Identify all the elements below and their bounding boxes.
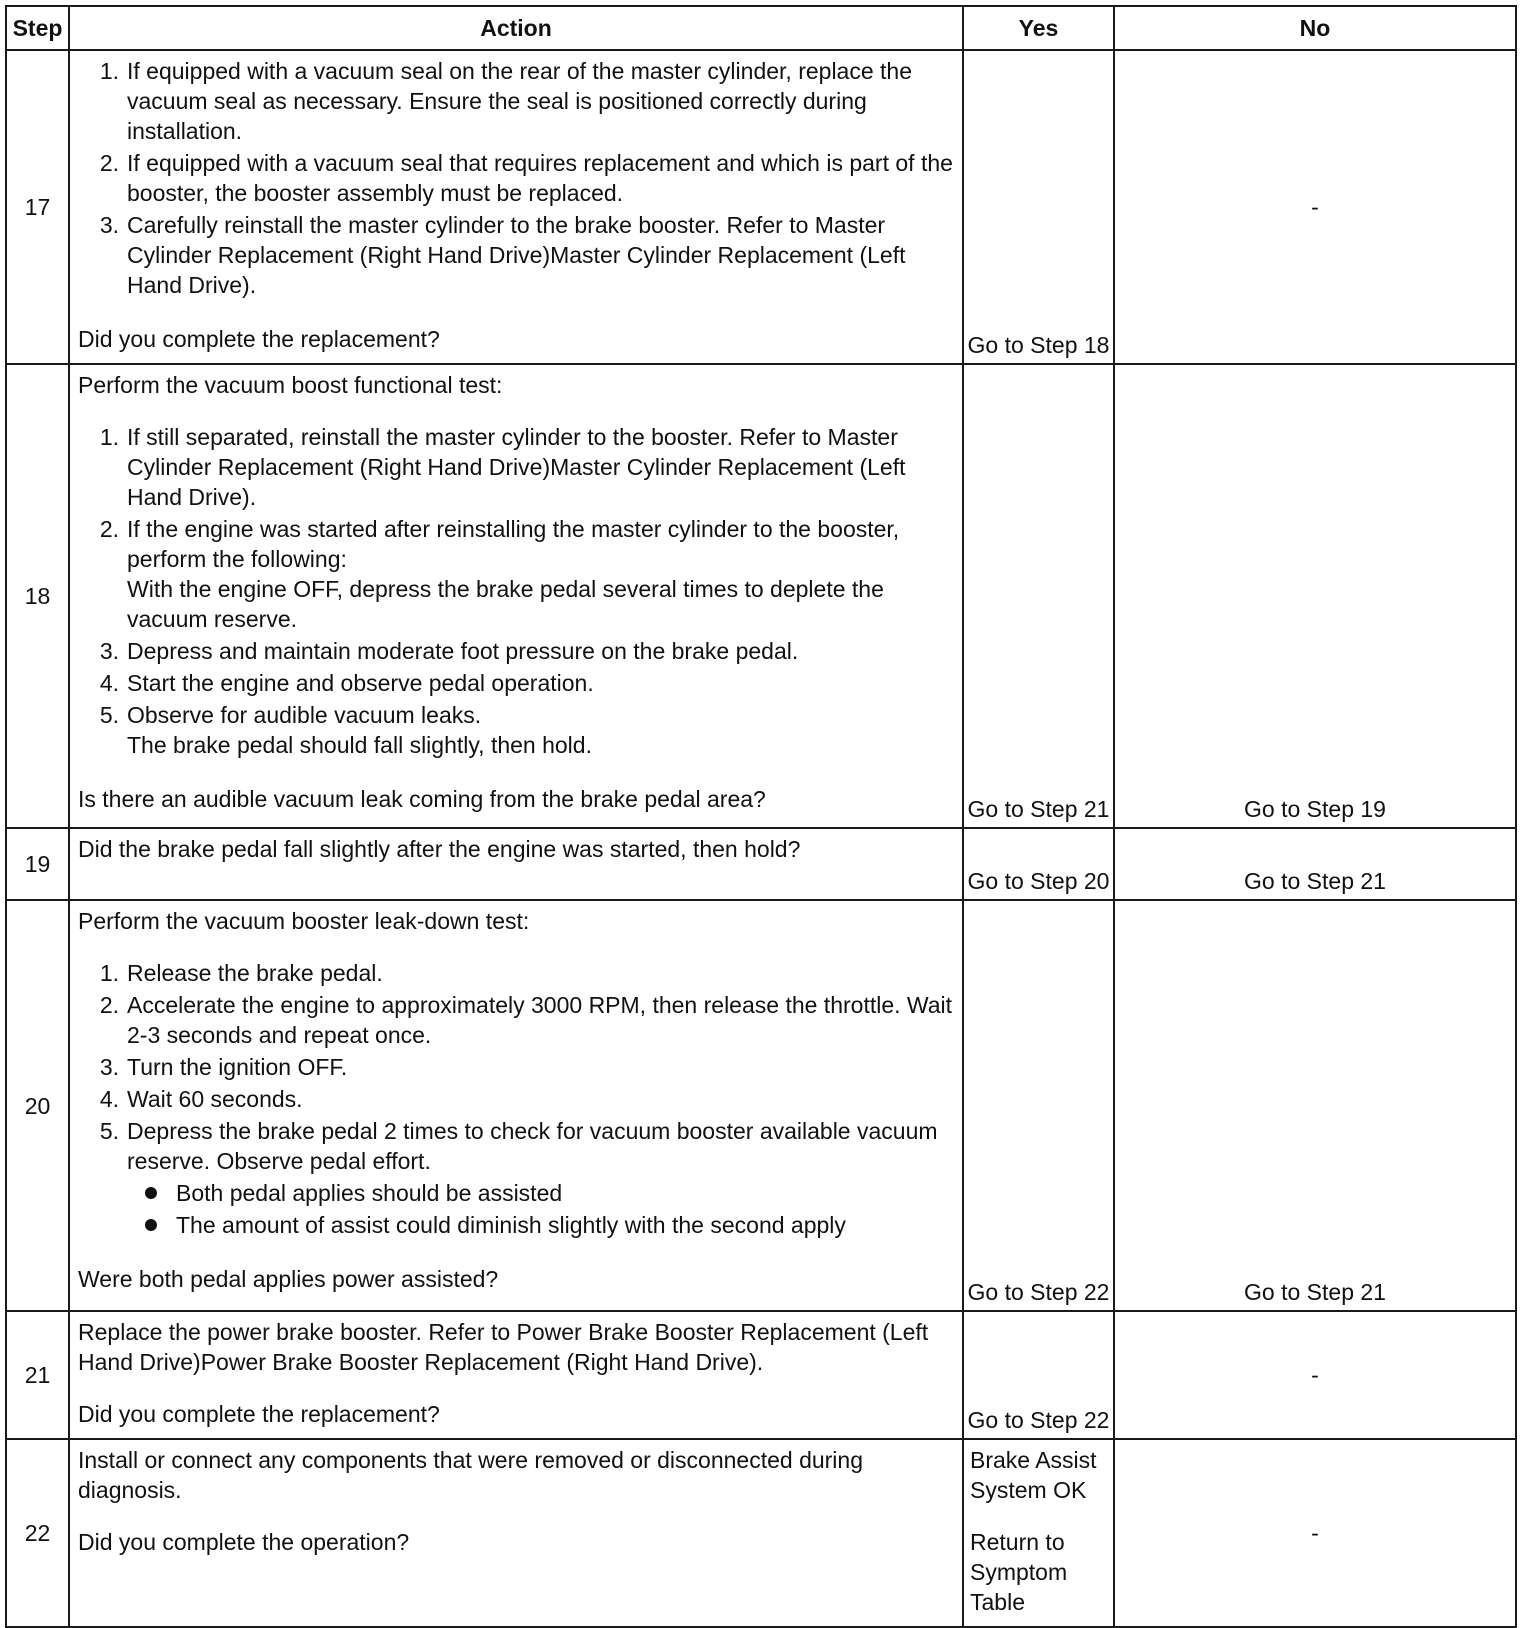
list-item: 1. If still separated, reinstall the master cylinder to the booster. Refer to Master Cylinder Replacement (Right Hand Drive)Master Cylinder Replacement (Left Hand Drive).: [99, 424, 906, 510]
table-row-step-20: [6, 900, 1516, 1311]
header-yes: Yes: [963, 6, 1114, 50]
question-text: Did you complete the replacement?: [78, 1401, 440, 1427]
list-item: 3. Depress and maintain moderate foot pressure on the brake pedal.: [99, 638, 799, 664]
question-text: Did you complete the operation?: [78, 1529, 410, 1555]
step-number: 21: [6, 1311, 69, 1439]
step-number: 19: [6, 828, 69, 900]
list-item: 4. Start the engine and observe pedal operation.: [99, 670, 594, 696]
intro-text: Perform the vacuum boost functional test:: [78, 372, 503, 398]
intro-text: Perform the vacuum booster leak-down test:: [78, 908, 530, 934]
no-cell: Go to Step 21: [1114, 900, 1516, 1311]
list-item: 1. Release the brake pedal.: [99, 960, 383, 986]
bullet-item: The amount of assist could diminish slightly with the second apply: [176, 1210, 956, 1240]
list-item: 3. Turn the ignition OFF.: [99, 1054, 348, 1080]
list-item: 2. If the engine was started after reinstalling the master cylinder to the booster, perform the following: With the engine OFF, depress the brake pedal several times to deplete the vacuum reserve.: [127, 514, 956, 634]
list-item: 5. Depress the brake pedal 2 times to check for vacuum booster available vacuum reserve. Observe pedal effort. Both pedal applies should be assisted The amount of assist could diminish slightly with the second apply: [127, 1116, 956, 1240]
no-cell: Go to Step 19: [1114, 364, 1516, 828]
yes-cell: Go to Step 20: [963, 828, 1114, 900]
procedure-list: [78, 958, 956, 1240]
yes-result-text: Brake Assist System OK: [970, 1447, 1097, 1503]
bullet-icon: [145, 1187, 157, 1199]
diagnostic-table: [5, 5, 1517, 1628]
yes-cell: [963, 1439, 1114, 1627]
procedure-list: [78, 422, 956, 760]
sub-instruction: The brake pedal should fall slightly, then hold.: [127, 732, 592, 758]
no-cell: -: [1114, 1439, 1516, 1627]
action-cell: [69, 364, 963, 828]
list-item: 1. If equipped with a vacuum seal on the rear of the master cylinder, replace the vacuum seal as necessary. Ensure the seal is positioned correctly during installation.: [99, 58, 912, 144]
question-text: Did you complete the replacement?: [78, 326, 440, 352]
header-step: Step: [6, 6, 69, 50]
list-item: 4. Wait 60 seconds.: [99, 1086, 303, 1112]
header-row: [6, 6, 1516, 50]
step-number: 22: [6, 1439, 69, 1627]
list-item: 3. Carefully reinstall the master cylinder to the brake booster. Refer to Master Cylinder Replacement (Right Hand Drive)Master Cylinder Replacement (Left Hand Drive).: [99, 212, 906, 298]
yes-cell: Go to Step 22: [963, 1311, 1114, 1439]
intro-text: Install or connect any components that were removed or disconnected during diagnosis.: [78, 1447, 863, 1503]
action-cell: [69, 900, 963, 1311]
question-text: Were both pedal applies power assisted?: [78, 1266, 499, 1292]
yes-cell: Go to Step 18: [963, 50, 1114, 364]
table-row-step-19: [6, 828, 1516, 900]
header-action: Action: [69, 6, 963, 50]
action-cell: [69, 828, 963, 900]
yes-cell: Go to Step 21: [963, 364, 1114, 828]
no-cell: -: [1114, 50, 1516, 364]
sub-instruction: With the engine OFF, depress the brake pedal several times to deplete the vacuum reserve.: [127, 576, 884, 632]
table-row-step-22: [6, 1439, 1516, 1627]
bullet-list: [127, 1178, 956, 1240]
no-cell: -: [1114, 1311, 1516, 1439]
table-row-step-17: [6, 50, 1516, 364]
yes-cell: Go to Step 22: [963, 900, 1114, 1311]
list-item: 2. Accelerate the engine to approximately 3000 RPM, then release the throttle. Wait 2-3 seconds and repeat once.: [99, 992, 953, 1048]
table-row-step-21: [6, 1311, 1516, 1439]
bullet-icon: [145, 1219, 157, 1231]
question-text: Is there an audible vacuum leak coming from the brake pedal area?: [78, 786, 766, 812]
action-cell: [69, 50, 963, 364]
table-row-step-18: [6, 364, 1516, 828]
step-number: 17: [6, 50, 69, 364]
bullet-item: Both pedal applies should be assisted: [176, 1178, 956, 1208]
step-number: 18: [6, 364, 69, 828]
yes-return-text: Return to Symptom Table: [970, 1529, 1068, 1615]
question-text: Did the brake pedal fall slightly after the engine was started, then hold?: [78, 836, 801, 862]
procedure-list: [78, 56, 956, 300]
list-item: 2. If equipped with a vacuum seal that requires replacement and which is part of the booster, the booster assembly must be replaced.: [99, 150, 953, 206]
action-cell: [69, 1311, 963, 1439]
header-no: No: [1114, 6, 1516, 50]
list-item: 5. Observe for audible vacuum leaks. The brake pedal should fall slightly, then hold.: [127, 700, 956, 760]
no-cell: Go to Step 21: [1114, 828, 1516, 900]
action-cell: [69, 1439, 963, 1627]
step-number: 20: [6, 900, 69, 1311]
intro-text: Replace the power brake booster. Refer to Power Brake Booster Replacement (Left Hand Drive)Power Brake Booster Replacement (Right Hand Drive).: [78, 1319, 929, 1375]
